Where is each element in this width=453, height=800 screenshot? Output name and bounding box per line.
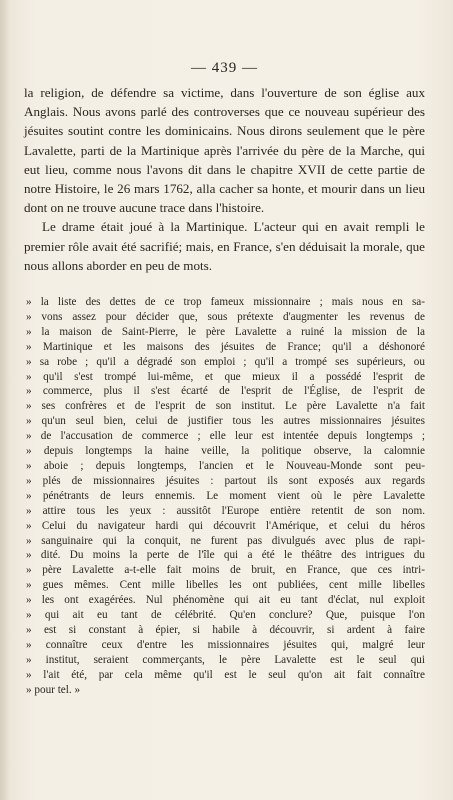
- page-number: — 439 —: [191, 60, 258, 76]
- quote-line: » est si constant à épier, si habile à découvrir, si ardent à faire: [26, 623, 425, 636]
- quote-line: » connaître ceux d'entre les missionnaires jésuites qui, malgré leur: [26, 638, 425, 651]
- quote-line: » institut, seraient commerçants, le père Lavalette est le seul qui: [26, 653, 425, 666]
- quote-line: » aboie ; depuis longtemps, l'ancien et le Nouveau-Monde sont peu-: [26, 460, 425, 472]
- quote-line: » sanguinaire qui la conquit, ne furent pas divulgués avec plus de rapi-: [26, 534, 425, 547]
- quote-line: » père Lavalette a-t-elle fait moins de bruit, en France, que ces intri-: [26, 564, 425, 577]
- quote-line: » vons assez pour décider que, sous prétexte d'augmenter les revenus de: [26, 310, 425, 323]
- quote-line: » la maison de Saint-Pierre, le père Lavalette a ruiné la mission de la: [26, 325, 425, 338]
- quote-line: » de l'accusation de commerce ; elle leur est intentée depuis longtemps ;: [26, 430, 425, 443]
- quote-line: » attire tous les yeux : aussitôt l'Europe entière retentit de son nom.: [26, 504, 425, 517]
- paragraph: la religion, de défendre sa victime, dans l'ouverture de son église aux Anglais. Nous avons parlé des controverses que ce nouveau supérieur des jésuites soutint contre les dominicains. Nous dirons seulement que le père Lavalette, parti de la Martinique après l'arrivée du père de la Marche, qui eut lieu, comme nous l'avons dit dans le chapitre XVII de cette partie de notre Histoire, le 26 mars 1762, alla cacher sa honte, et mourir dans un lieu dont on ne trouve aucune trace dans l'histoire.: [24, 85, 425, 216]
- quote-line: » la liste des dettes de ce trop fameux missionnaire ; mais nous en sa-: [26, 296, 425, 309]
- quote-line: » Martinique et les maisons des jésuites de France; qu'il a déshonoré: [26, 340, 425, 353]
- quote-line: » l'ait été, par cela même qu'il est le seul qu'on ait fait connaître: [26, 668, 425, 681]
- page-gutter-shadow: [0, 0, 10, 800]
- quote-line: » gues mêmes. Cent mille libelles les ont publiées, cent mille libelles: [26, 579, 425, 592]
- quote-line: » qui ait eu tant de célébrité. Qu'en conclure? Que, puisque l'on: [26, 609, 425, 622]
- quote-line: » Celui du navigateur hardi qui découvrit l'Amérique, et celui du héros: [26, 519, 425, 532]
- quote-line: » commerce, plus il s'est écarté de l'esprit de l'Église, de l'esprit de: [26, 385, 425, 398]
- quote-line: » sa robe ; qu'il a dégradé son emploi ; qu'il a trompé ses supérieurs, ou: [26, 355, 425, 368]
- quote-line: » pour tel. »: [26, 683, 81, 696]
- quote-line: » pénétrants de leurs ennemis. Le moment vient où le père Lavalette: [26, 489, 425, 502]
- quoted-passage: [24, 295, 425, 697]
- body-text: [24, 83, 425, 275]
- quote-line: » les ont exagérées. Nul phénomène qui ait eu tant d'éclat, nul exploit: [26, 594, 425, 607]
- quote-line: » depuis longtemps la haine veille, la politique observe, la calomnie: [26, 445, 425, 458]
- quote-line: » plés de missionnaires jésuites : partout ils sont exposés aux regards: [26, 474, 425, 487]
- quote-line: » dité. Du moins la perte de l'île qui a été le théâtre des intrigues du: [26, 549, 425, 562]
- quote-line: » qu'il s'est trompé lui-même, et que mieux il a possédé l'esprit de: [26, 370, 425, 383]
- paragraph: Le drame était joué à la Martinique. L'acteur qui en avait rempli le premier rôle avait été sacrifié; mais, en France, s'en déduisait la morale, que nous allons aborder en peu de mots.: [24, 219, 425, 273]
- quote-line: » ses confrères et de l'esprit de son institut. Le père Lavalette n'a fait: [26, 400, 425, 413]
- quote-line: » qu'un seul bien, celui de justifier tous les autres missionnaires jésuites: [26, 415, 425, 428]
